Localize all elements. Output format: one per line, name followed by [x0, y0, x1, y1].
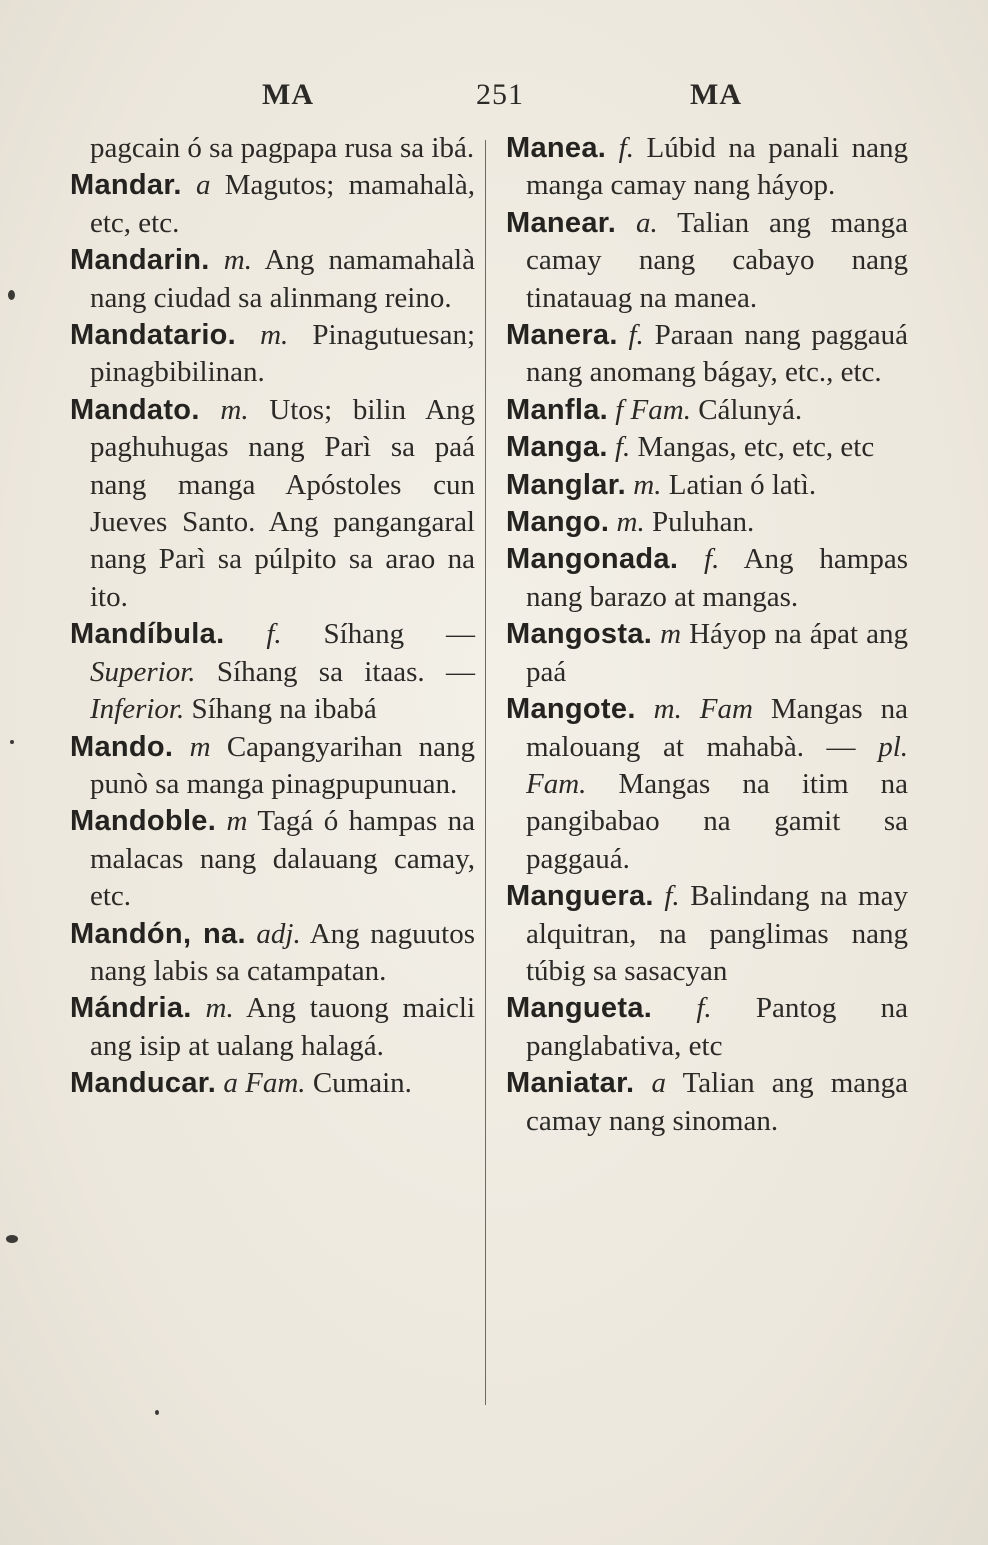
dictionary-entry: [506, 429, 908, 466]
entry-grammar: m.: [220, 393, 249, 426]
entry-headword: Mandón, na.: [70, 917, 246, 950]
right-column: [506, 130, 908, 1140]
dictionary-entry: [506, 392, 908, 429]
header-left-guideword: MA: [262, 78, 314, 111]
entry-headword: Manguera.: [506, 880, 654, 913]
dictionary-entry: [506, 616, 908, 691]
entry-grammar: a.: [635, 206, 658, 239]
entry-definition: Ang hampas nang barazo at mangas.: [526, 543, 908, 613]
entry-definition: Pantog na panglabativa, etc: [526, 992, 909, 1062]
entry-headword: Mandarin.: [70, 244, 210, 277]
dictionary-entry: [70, 803, 475, 915]
entry-definition: Balindang na may alquitran, na panglimas nang túbig sa sasacyan: [526, 880, 908, 987]
entry-headword: Manga.: [506, 431, 608, 464]
entry-grammar: f Fam.: [615, 393, 691, 426]
entry-grammar: a: [651, 1067, 667, 1100]
entry-definition: Mangas, etc, etc, etc: [637, 431, 875, 464]
entry-grammar: f.: [704, 543, 720, 576]
page-number: 251: [476, 78, 524, 111]
entry-headword: Mandíbula.: [70, 618, 225, 651]
entry-headword: Mangote.: [506, 693, 636, 726]
dictionary-entry: [70, 1065, 475, 1102]
dictionary-entry: [506, 691, 908, 878]
entry-grammar: f.: [664, 880, 680, 913]
dictionary-entry: [506, 990, 908, 1065]
entry-grammar: a Fam.: [223, 1067, 306, 1100]
dictionary-entry: [70, 616, 475, 728]
entry-headword: Maniatar.: [506, 1067, 635, 1100]
entry-definition: Síhang —: [323, 618, 475, 651]
column-divider: [485, 140, 486, 1405]
entry-grammar: m.: [633, 468, 662, 501]
dictionary-entry: [70, 167, 475, 242]
entry-definition: Lúbid na panali nang manga camay nang háyop.: [526, 132, 909, 202]
dictionary-entry: [70, 916, 475, 991]
entry-grammar: f.: [266, 618, 282, 651]
dictionary-entry-continuation: [70, 130, 475, 167]
entry-headword: Mandatario.: [70, 319, 237, 352]
entry-definition: Háyop na ápat ang paá: [526, 618, 908, 688]
entry-definition: pagcain ó sa pagpapa rusa sa ibá.: [90, 132, 475, 164]
entry-definition: Paraan nang paggauá nang anomang bágay, etc., etc.: [526, 319, 909, 389]
dictionary-entry: [506, 317, 908, 392]
entry-definition: Síhang na ibabá: [191, 693, 377, 726]
dictionary-entry: [506, 130, 908, 205]
dictionary-entry: [506, 504, 908, 541]
scan-speck: [8, 290, 15, 300]
entry-grammar: m.: [260, 319, 289, 352]
entry-definition: Capangyarihan nang punò sa manga pinagpupunuan.: [90, 730, 476, 800]
entry-definition: Síhang sa itaas. —: [216, 655, 476, 688]
entry-grammar: m.: [223, 244, 252, 277]
entry-headword: Manea.: [506, 132, 607, 164]
entry-definition: Pinagutuesan; pinagbibilinan.: [90, 319, 476, 389]
entry-definition: Ang tauong maicli ang isip at ualang halagá.: [90, 992, 476, 1062]
entry-subsense-label: Inferior.: [90, 693, 185, 726]
entry-grammar: f.: [618, 132, 634, 164]
entry-headword: Mándria.: [70, 992, 192, 1025]
entry-grammar: m: [189, 730, 211, 763]
entry-definition: Mangas na itim na pangibabao na gamit sa paggauá.: [526, 767, 908, 875]
header-right-guideword: MA: [690, 78, 742, 111]
entry-headword: Mandato.: [70, 393, 200, 426]
dictionary-entry: [506, 1065, 908, 1140]
entry-headword: Manglar.: [506, 468, 627, 501]
entry-definition: Utos; bilin Ang paghuhugas nang Parì sa paá nang manga Apóstoles cun Jueves Santo. Ang pangangaral nang Parì sa púlpito sa arao na ito.: [90, 393, 476, 613]
dictionary-entry: [70, 990, 475, 1065]
dictionary-entry: [506, 467, 908, 504]
entry-headword: Mando.: [70, 730, 174, 763]
dictionary-entry: [506, 878, 908, 990]
entry-grammar: m: [226, 805, 248, 838]
scan-speck: [10, 740, 14, 744]
entry-headword: Mandar.: [70, 169, 182, 202]
entry-definition: Puluhan.: [652, 506, 755, 539]
entry-headword: Manducar.: [70, 1067, 217, 1100]
entry-subsense-label: Superior.: [90, 655, 196, 688]
entry-definition: Latian ó latì.: [668, 468, 817, 501]
entry-definition: Ang naguutos nang labis sa catampatan.: [90, 917, 475, 987]
entry-subsense-label: pl. Fam.: [526, 730, 908, 800]
entry-definition: Talian ang manga camay nang sinoman.: [526, 1067, 908, 1137]
entry-definition: Magutos; mamahalà, etc, etc.: [90, 169, 475, 239]
entry-grammar: f.: [614, 431, 631, 464]
entry-definition: Tagá ó hampas na malacas nang dalauang camay, etc.: [90, 805, 476, 913]
entry-headword: Mangueta.: [506, 992, 653, 1025]
entry-headword: Mango.: [506, 506, 610, 539]
entry-grammar: m.: [205, 992, 234, 1025]
dictionary-entry: [506, 205, 908, 317]
page-header: [0, 78, 988, 128]
dictionary-entry: [70, 392, 475, 616]
entry-headword: Mangonada.: [506, 543, 679, 576]
entry-grammar: m.: [616, 506, 645, 539]
dictionary-entry: [70, 242, 475, 317]
entry-definition: Ang namamahalà nang ciudad sa alinmang reino.: [90, 244, 475, 314]
dictionary-entry: [70, 729, 475, 804]
entry-grammar: f.: [628, 319, 644, 352]
entry-grammar: m. Fam: [653, 693, 753, 726]
scan-speck: [6, 1235, 18, 1243]
scan-speck: [155, 1410, 159, 1415]
entry-headword: Mangosta.: [506, 618, 653, 651]
entry-grammar: adj.: [256, 917, 301, 950]
entry-definition: Cumain.: [312, 1067, 412, 1100]
dictionary-entry: [506, 541, 908, 616]
entry-headword: Manear.: [506, 206, 617, 239]
entry-grammar: m: [660, 618, 682, 651]
dictionary-entry: [70, 317, 475, 392]
entry-definition: Talian ang manga camay nang cabayo nang tinatauag na manea.: [526, 206, 908, 314]
entry-headword: Mandoble.: [70, 805, 217, 838]
entry-headword: Manfla.: [506, 393, 608, 426]
entry-grammar: a: [195, 169, 211, 202]
entry-definition: Cálunyá.: [698, 393, 803, 426]
entry-headword: Manera.: [506, 319, 618, 352]
entry-grammar: f.: [696, 992, 712, 1025]
entry-definition: Mangas na malouang at mahabà. —: [526, 693, 909, 763]
left-column: [70, 130, 475, 1103]
